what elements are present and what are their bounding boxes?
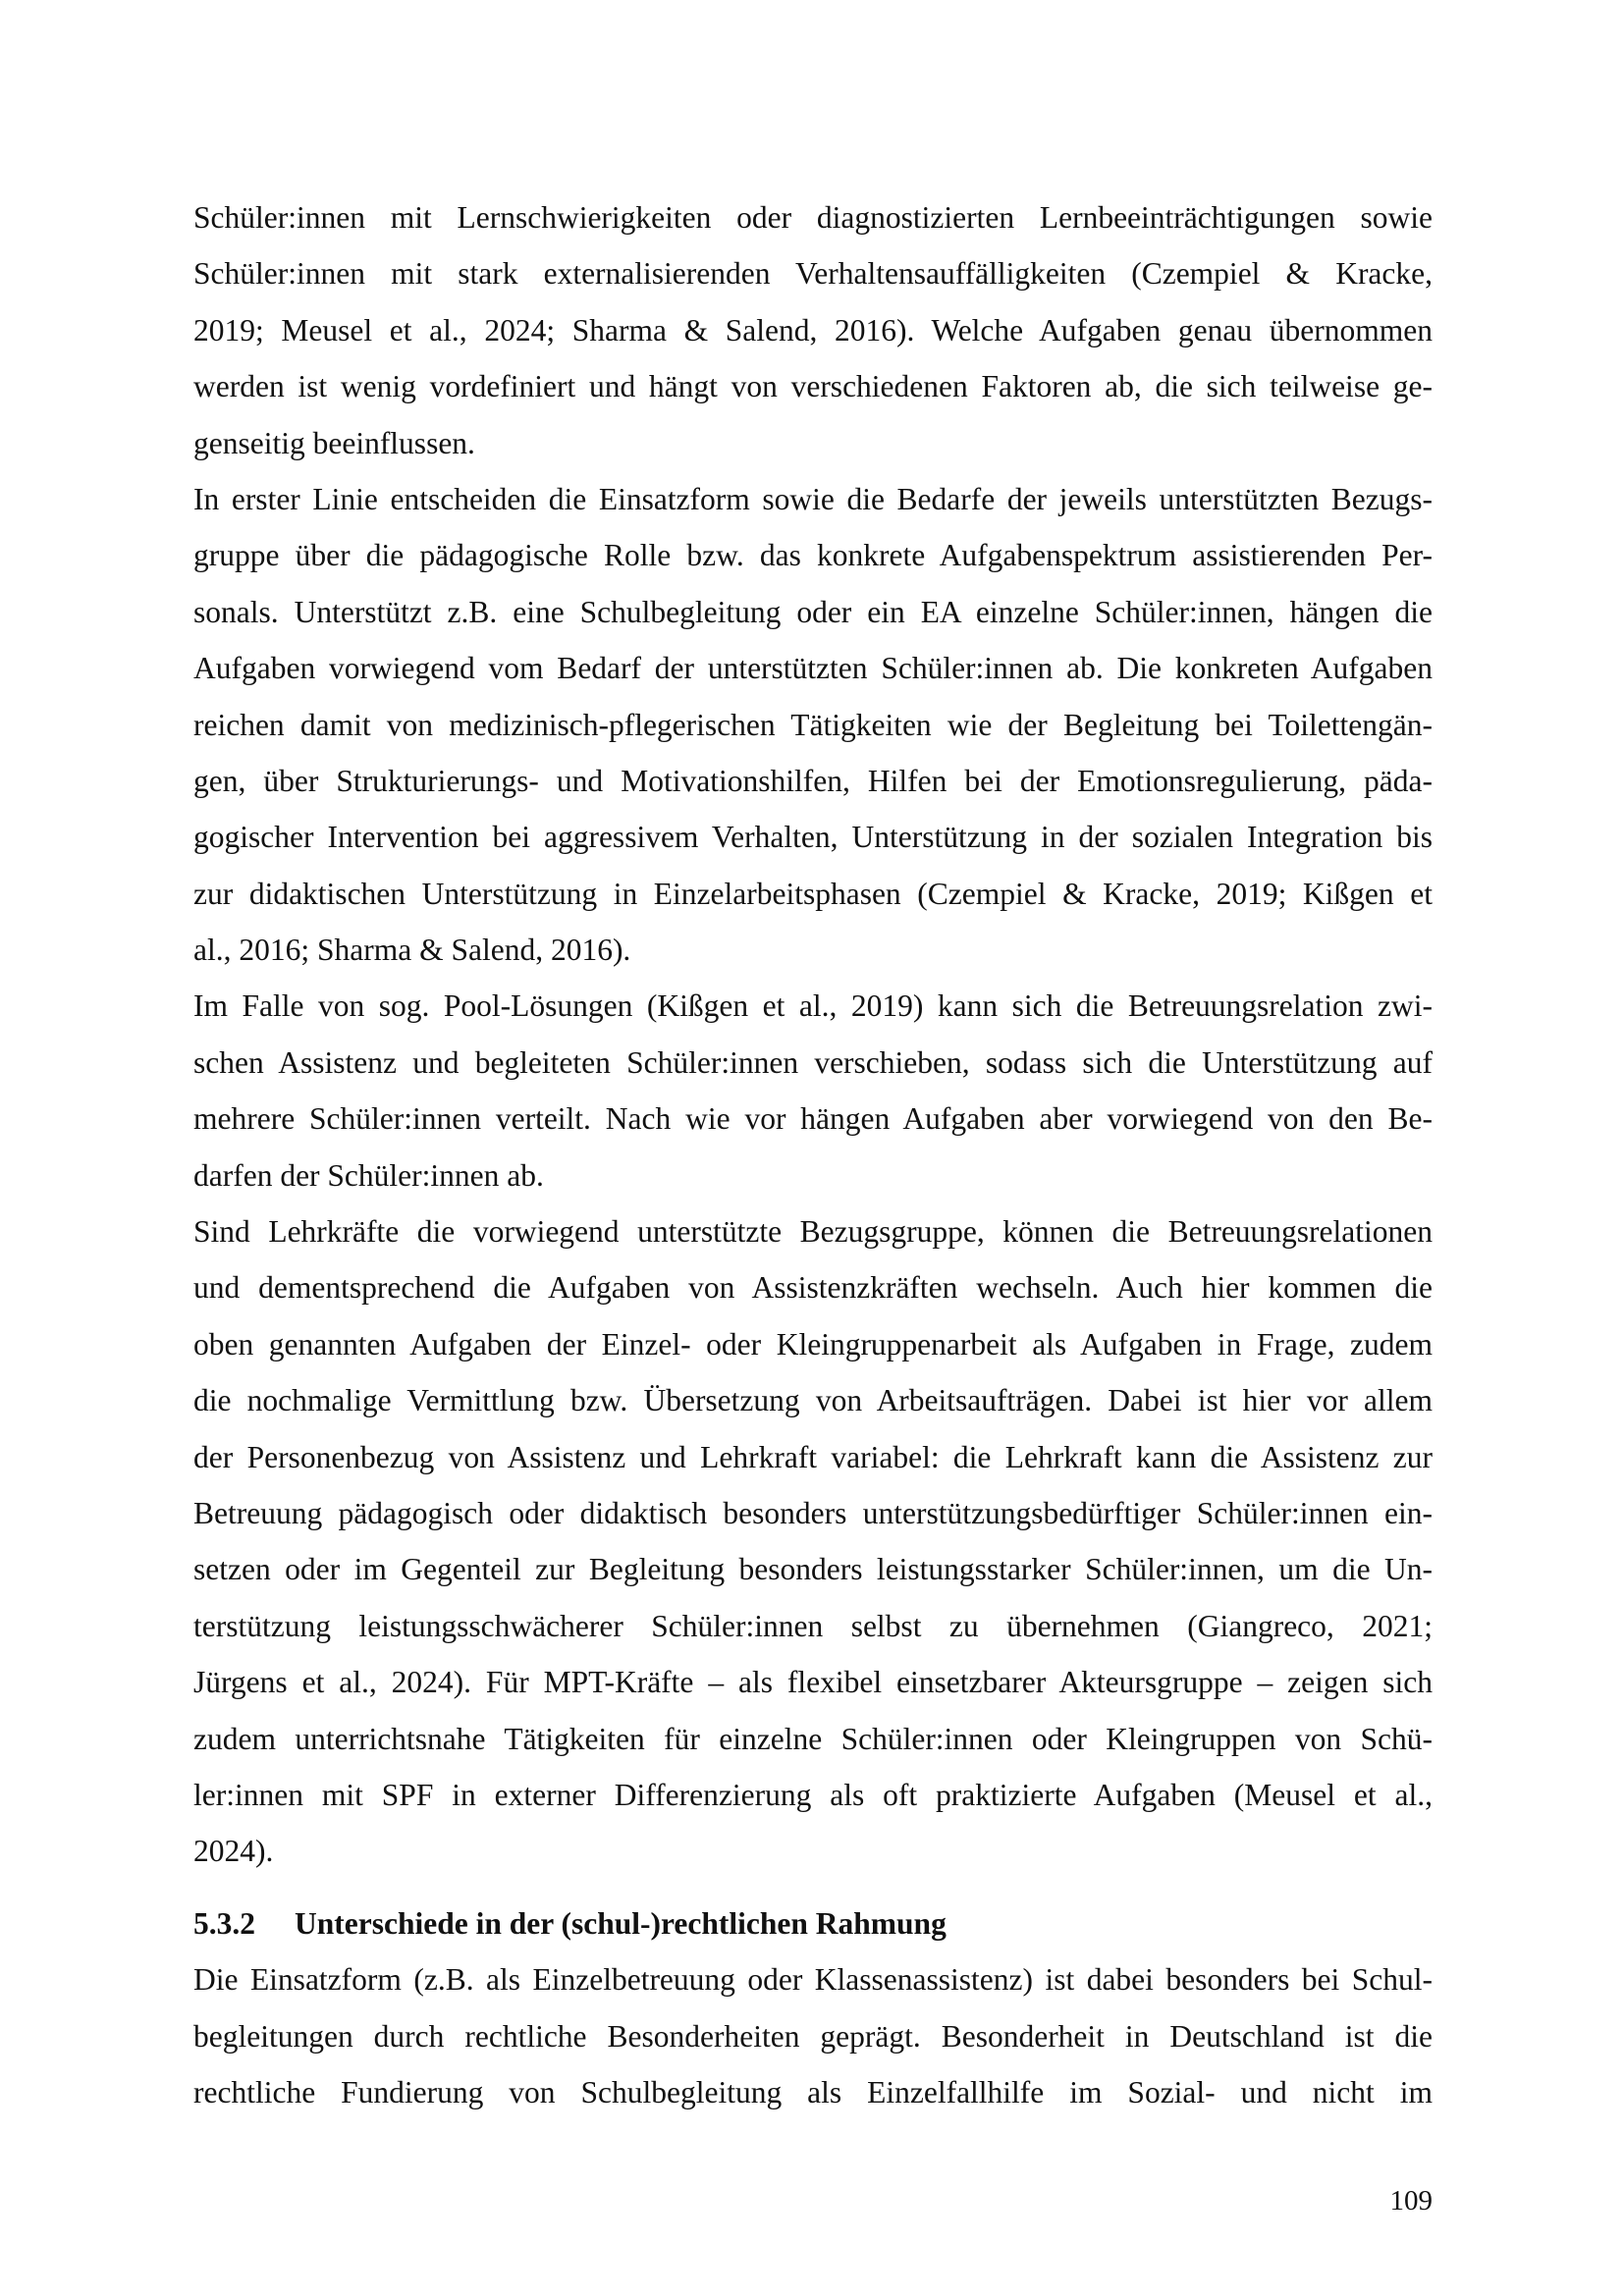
text-line: rechtliche Fundierung von Schulbegleitung als Einzelfallhilfe im Sozial- und nicht im <box>193 2074 1433 2109</box>
text-line: oben genannten Aufgaben der Einzel- oder Kleingruppenarbeit als Aufgaben in Frage, zudem <box>193 1326 1433 1362</box>
text-line: der Personenbezug von Assistenz und Lehrkraft variabel: die Lehrkraft kann die Assistenz zur <box>193 1439 1433 1474</box>
text-line: 2024). <box>193 1834 274 1869</box>
body-text-after-heading <box>193 1951 1433 2120</box>
text-line: Betreuung pädagogisch oder didaktisch besonders unterstützungsbedürftiger Schüler:innen ein- <box>193 1495 1433 1530</box>
text-line: begleitungen durch rechtliche Besonderheiten geprägt. Besonderheit in Deutschland ist die <box>193 2018 1433 2054</box>
text-line: sonals. Unterstützt z.B. eine Schulbegleitung oder ein EA einzelne Schüler:innen, hängen die <box>193 594 1433 629</box>
text-line: werden ist wenig vordefiniert und hängt von verschiedenen Faktoren ab, die sich teilweise ge- <box>193 369 1433 404</box>
text-line: Im Falle von sog. Pool-Lösungen (Kißgen et al., 2019) kann sich die Betreuungsrelation zwi- <box>193 988 1433 1024</box>
page-number: 109 <box>1389 2185 1433 2216</box>
paragraph <box>193 189 1433 471</box>
text-line: Schüler:innen mit Lernschwierigkeiten oder diagnostizierten Lernbeeinträchtigungen sowie <box>193 200 1433 235</box>
text-line: und dementsprechend die Aufgaben von Assistenzkräften wechseln. Auch hier kommen die <box>193 1270 1433 1306</box>
section-heading <box>193 1896 1433 1951</box>
section-number: 5.3.2 <box>193 1905 255 1941</box>
text-line: genseitig beeinflussen. <box>193 425 475 460</box>
text-line: ler:innen mit SPF in externer Differenzierung als oft praktizierte Aufgaben (Meusel et al., <box>193 1777 1433 1812</box>
text-line: gen, über Strukturierungs- und Motivationshilfen, Hilfen bei der Emotionsregulierung, päda- <box>193 763 1433 798</box>
text-line: schen Assistenz und begleiteten Schüler:innen verschieben, sodass sich die Unterstützung auf <box>193 1044 1433 1080</box>
body-text-before-heading <box>193 189 1433 1880</box>
paragraph <box>193 1203 1433 1880</box>
text-line: Die Einsatzform (z.B. als Einzelbetreuung oder Klassenassistenz) ist dabei besonders bei Schul- <box>193 1962 1433 1998</box>
section-title: Unterschiede in der (schul-)rechtlichen Rahmung <box>295 1905 947 1941</box>
text-line: In erster Linie entscheiden die Einsatzform sowie die Bedarfe der jeweils unterstützten Bezugs- <box>193 481 1433 516</box>
text-line: Schüler:innen mit stark externalisierenden Verhaltensauffälligkeiten (Czempiel & Kracke, <box>193 256 1433 292</box>
text-line: terstützung leistungsschwächerer Schüler:innen selbst zu übernehmen (Giangreco, 2021; <box>193 1608 1433 1643</box>
text-line: gruppe über die pädagogische Rolle bzw. das konkrete Aufgabenspektrum assistierenden Per- <box>193 538 1433 573</box>
text-line: mehrere Schüler:innen verteilt. Nach wie vor hängen Aufgaben aber vorwiegend von den Be- <box>193 1101 1433 1137</box>
text-line: 2019; Meusel et al., 2024; Sharma & Salend, 2016). Welche Aufgaben genau übernommen <box>193 312 1433 347</box>
text-line: zudem unterrichtsnahe Tätigkeiten für einzelne Schüler:innen oder Kleingruppen von Schü- <box>193 1721 1433 1756</box>
paragraph <box>193 1951 1433 2120</box>
text-line: reichen damit von medizinisch-pflegerischen Tätigkeiten wie der Begleitung bei Toilettengän- <box>193 707 1433 742</box>
page-body <box>193 189 1433 2120</box>
paragraph <box>193 471 1433 979</box>
text-line: Sind Lehrkräfte die vorwiegend unterstützte Bezugsgruppe, können die Betreuungsrelationen <box>193 1214 1433 1250</box>
text-line: setzen oder im Gegenteil zur Begleitung besonders leistungsstarker Schüler:innen, um die Un- <box>193 1552 1433 1587</box>
text-line: gogischer Intervention bei aggressivem Verhalten, Unterstützung in der sozialen Integration bis <box>193 820 1433 855</box>
text-line: zur didaktischen Unterstützung in Einzelarbeitsphasen (Czempiel & Kracke, 2019; Kißgen et <box>193 876 1433 911</box>
text-line: die nochmalige Vermittlung bzw. Übersetzung von Arbeitsaufträgen. Dabei ist hier vor allem <box>193 1383 1433 1418</box>
text-line: Aufgaben vorwiegend vom Bedarf der unterstützten Schüler:innen ab. Die konkreten Aufgaben <box>193 651 1433 686</box>
paragraph <box>193 978 1433 1203</box>
text-line: darfen der Schüler:innen ab. <box>193 1157 544 1193</box>
text-line: al., 2016; Sharma & Salend, 2016). <box>193 933 631 968</box>
text-line: Jürgens et al., 2024). Für MPT-Kräfte – als flexibel einsetzbarer Akteursgruppe – zeigen sich <box>193 1665 1433 1700</box>
